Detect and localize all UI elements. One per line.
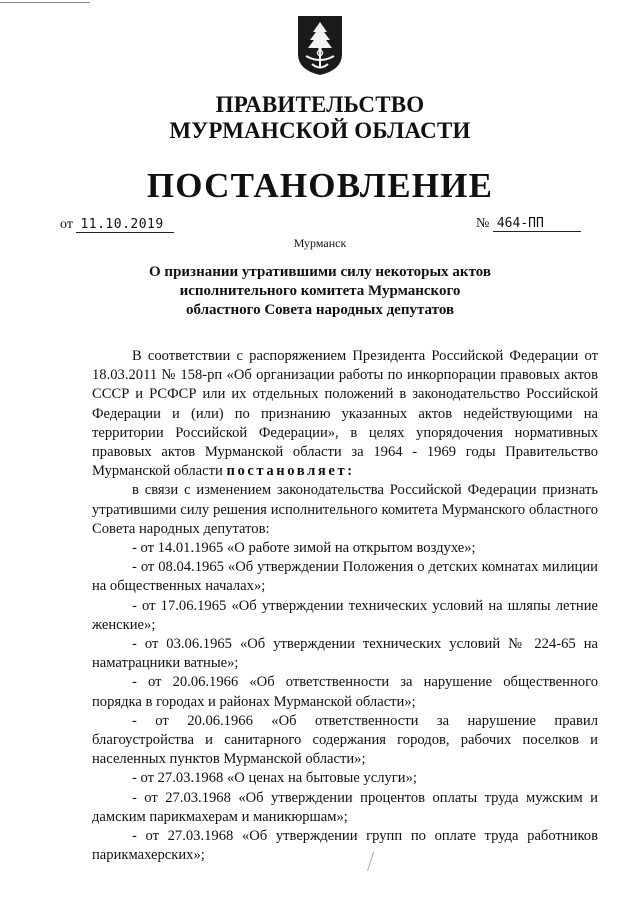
document-date (60, 217, 174, 233)
preamble-paragraph (92, 347, 598, 481)
date-value: 11.10.2019 (76, 218, 173, 233)
decree-word: постановляет: (226, 463, 355, 480)
scan-edge-line (0, 2, 90, 3)
list-item: - от 27.03.1968 «Об утверждении процентов оплаты труда мужским и дамским парикмахерам и маникюршам»; (92, 789, 598, 825)
subject-line: исполнительного комитета Мурманского (179, 283, 461, 299)
intro-paragraph: в связи с изменением законодательства Российской Федерации признать утратившими силу решения исполнительного комитета Мурманского областного Совета народных депутатов: (92, 482, 598, 537)
document-body (92, 347, 598, 865)
document-city: Мурманск (293, 236, 347, 250)
list-item: - от 27.03.1968 «Об утверждении групп по оплате труда работников парикмахерских»; (92, 828, 598, 864)
date-prefix: от (60, 217, 73, 232)
subject-line: О признании утратившими силу некоторых актов (149, 264, 491, 280)
document-subject-title (120, 263, 520, 320)
repealed-acts-list (92, 539, 598, 865)
government-title-line1: ПРАВИТЕЛЬСТВО (215, 92, 425, 117)
document-number (476, 216, 581, 232)
list-item: - от 03.06.1965 «Об утверждении технических условий № 224-65 на наматрацники ватные»; (92, 636, 598, 672)
subject-line: областного Совета народных депутатов (185, 302, 455, 318)
list-item: - от 20.06.1966 «Об ответственности за нарушение правил благоустройства и санитарного содержания городов, рабочих поселков и населенных пунктов Мурманской области»; (92, 712, 598, 768)
list-item: - от 14.01.1965 «О работе зимой на открытом воздухе»; (132, 540, 476, 557)
number-value: 464-ПП (493, 217, 581, 232)
document-type-title: ПОСТАНОВЛЕНИЕ (146, 166, 494, 205)
list-item: - от 08.04.1965 «Об утверждении Положения о детских комнатах милиции на общественных началах»; (92, 559, 598, 595)
list-item: - от 17.06.1965 «Об утверждении технических условий на шляпы летние женские»; (92, 597, 598, 633)
list-item: - от 20.06.1966 «Об ответственности за нарушение общественного порядка в городах и районах Мурманской области»; (92, 674, 598, 710)
preamble-text: В соответствии с распоряжением Президента Российской Федерации от 18.03.2011 № 158-рп «Об организации работы по инкорпорации правовых актов СССР и РСФСР или их отдельных положений в законодательство Российской Федерации и (или) по признанию указанных актов недействующими на территории Российской Федерации», в целях упорядочения нормативных правовых актов Мурманской области за 1964 - 1969 годы Правительство Мурманской области (92, 348, 598, 480)
list-item: - от 27.03.1968 «О ценах на бытовые услуги»; (132, 770, 417, 787)
coat-of-arms-icon (296, 14, 344, 76)
government-title-line2: МУРМАНСКОЙ ОБЛАСТИ (169, 118, 471, 143)
number-prefix: № (476, 216, 490, 231)
